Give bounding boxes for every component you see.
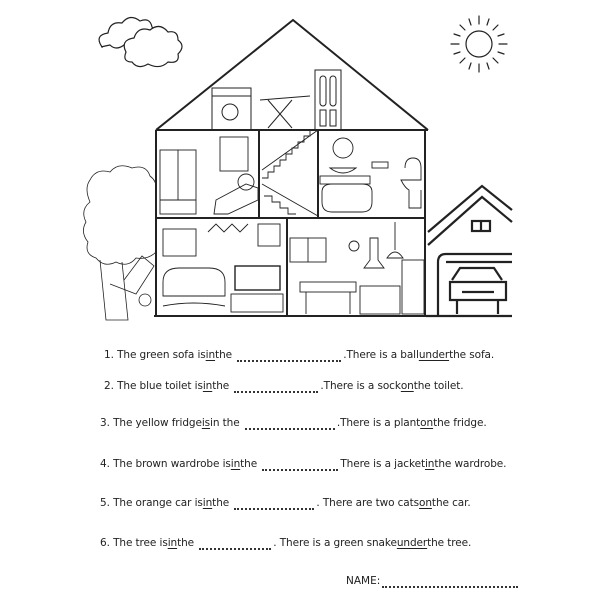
text: the tree. xyxy=(427,537,472,549)
text: the xyxy=(212,380,230,392)
sentence-number: 2. xyxy=(104,380,114,392)
bedroom xyxy=(160,137,258,214)
text: The green sofa is xyxy=(117,349,206,361)
answer-blank[interactable] xyxy=(245,418,335,430)
sentence-3 xyxy=(0,417,600,430)
sentence-number: 5. xyxy=(100,497,110,509)
bunting-icon xyxy=(208,224,248,232)
sentence-6 xyxy=(0,537,600,550)
tree-icon xyxy=(83,166,156,320)
tv-stand-icon xyxy=(231,294,283,312)
kitchen xyxy=(290,222,424,314)
car-icon xyxy=(450,268,506,314)
text: the xyxy=(215,349,232,361)
text: .There is a ball xyxy=(343,349,419,361)
table-icon xyxy=(300,282,356,292)
text: The yellow fridge xyxy=(113,417,202,429)
toilet-icon xyxy=(401,158,421,208)
sentence-number: 1. xyxy=(104,349,114,361)
preposition: in xyxy=(167,537,178,549)
sentence-1 xyxy=(0,340,600,362)
tv-icon xyxy=(235,266,280,290)
preposition: in xyxy=(230,458,241,470)
sun-icon xyxy=(451,16,507,72)
bathroom xyxy=(320,138,421,212)
living-room xyxy=(163,224,283,312)
window-icon xyxy=(258,224,280,246)
ironing-board-icon xyxy=(260,96,310,128)
rug-icon xyxy=(163,303,225,306)
text: the toilet. xyxy=(413,380,464,392)
washing-machine-icon xyxy=(212,88,251,130)
text: The blue toilet is xyxy=(117,380,203,392)
garage-icon xyxy=(426,186,512,316)
text: .There is a sock xyxy=(320,380,401,392)
text: . There are two cats xyxy=(316,497,420,509)
preposition: in xyxy=(424,458,435,470)
text: the xyxy=(240,458,258,470)
answer-blank[interactable] xyxy=(237,350,341,362)
text: the sofa. xyxy=(449,349,495,361)
preposition: in xyxy=(205,349,216,361)
text: the xyxy=(212,497,230,509)
text: The orange car is xyxy=(113,497,203,509)
preposition: under xyxy=(418,349,450,361)
preposition: in xyxy=(202,497,213,509)
clock-icon xyxy=(349,241,359,251)
bed-icon xyxy=(214,184,258,214)
bathtub-icon xyxy=(322,184,372,212)
text: The brown wardrobe is xyxy=(113,458,231,470)
answer-blank[interactable] xyxy=(234,498,314,510)
sink-icon xyxy=(330,168,356,173)
sentence-number: 4. xyxy=(100,458,110,470)
text: There is a jacket xyxy=(340,458,425,470)
sentence-2 xyxy=(0,380,600,393)
cloud-icon xyxy=(99,17,182,66)
towel-icon xyxy=(372,162,388,168)
text: in the xyxy=(210,417,240,429)
preposition: in xyxy=(202,380,213,392)
text: .There is a plant xyxy=(336,417,421,429)
mirror-icon xyxy=(333,138,353,158)
picture-icon xyxy=(163,229,196,256)
staircase-icon xyxy=(262,130,318,216)
text: . There is a green snake xyxy=(273,537,397,549)
window-icon xyxy=(220,137,248,171)
lamp-icon xyxy=(387,222,403,258)
preposition: on xyxy=(400,380,414,392)
text: The tree is xyxy=(113,537,168,549)
stove-icon xyxy=(360,286,400,314)
answer-blank[interactable] xyxy=(234,381,318,393)
answer-blank[interactable] xyxy=(262,459,338,471)
name-blank[interactable] xyxy=(382,576,518,588)
sentence-number: 6. xyxy=(100,537,110,549)
hood-icon xyxy=(364,238,384,268)
answer-blank[interactable] xyxy=(199,538,271,550)
preposition: on xyxy=(419,497,432,509)
preposition: on xyxy=(420,417,434,429)
preposition: under xyxy=(396,537,428,549)
door-icon xyxy=(315,70,341,130)
text: the car. xyxy=(431,497,471,509)
text: the xyxy=(177,537,195,549)
sentence-number: 3. xyxy=(100,417,110,429)
attic-room xyxy=(212,70,341,130)
sentence-5 xyxy=(0,497,600,510)
name-label: NAME: xyxy=(346,575,381,587)
sofa-icon xyxy=(163,268,225,296)
name-field xyxy=(346,575,520,588)
text: the wardrobe. xyxy=(434,458,507,470)
preposition: is xyxy=(201,417,211,429)
text: the fridge. xyxy=(433,417,487,429)
fridge-icon xyxy=(402,260,424,314)
sentence-4 xyxy=(0,458,600,471)
